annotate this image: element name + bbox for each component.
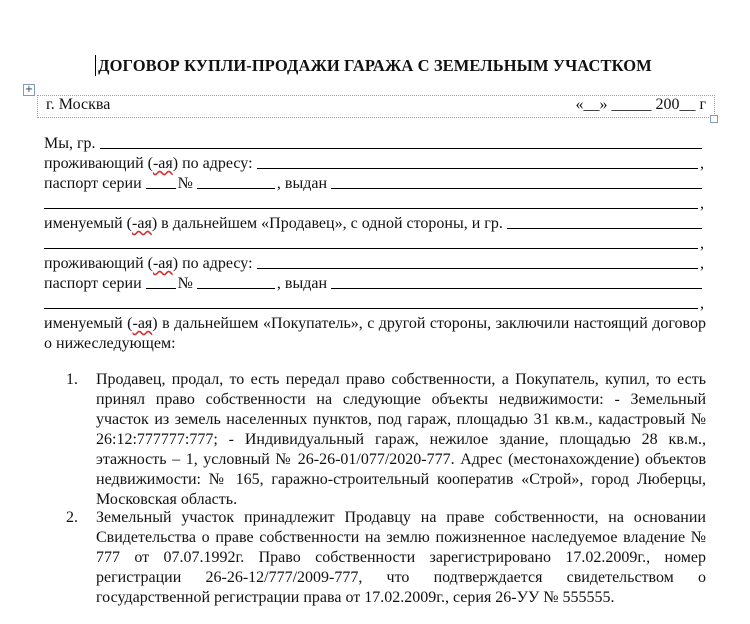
blank-line — [44, 207, 698, 209]
blank-line — [146, 287, 176, 289]
city: г. Москва — [46, 96, 111, 113]
seller-named-line: именуемый (-ая) в дальнейшем «Продавец», с одной стороны, и гр. — [44, 213, 704, 233]
date-field: «__» _____ 200__ г — [575, 96, 706, 113]
blank-line — [257, 267, 698, 269]
blank-line — [146, 187, 176, 189]
clause-text: Продавец, продал, то есть передал право собственности, а Покупатель, купил, то есть принял право собственности на следующие объекты недвижимости: - Земельный участок из земель населенных пунктов, под гараж, площадью 31 кв.м., кадастровый № 26:12:777777:777; - Индивидуальный гараж, нежилое здание, площадью 28 кв.м., этажность – 1, условный № 26-26-01/077/2020-777. Адрес (местонахождение) объектов недвижимости: № 165, гаражно-строительный кооператив «Строй», город Люберцы, Московская область. — [96, 371, 706, 508]
blank-line — [331, 287, 702, 289]
seller-address-line: проживающий (-ая) по адресу: , — [44, 155, 704, 172]
spellcheck-word: -ая — [132, 315, 153, 332]
seller-passport-line: паспорт серии № , выдан — [44, 173, 704, 193]
buyer-named-paragraph: именуемый (-ая) в дальнейшем «Покупатель», с другой стороны, заключили настоящий договор о нижеследующем: — [44, 315, 706, 352]
resize-table-icon[interactable] — [710, 115, 718, 123]
spellcheck-word: -ая — [132, 215, 152, 232]
city-date-table[interactable] — [37, 95, 715, 118]
blank-line — [331, 187, 702, 189]
buyer-blank-line: , — [44, 293, 704, 313]
spellcheck-word: -ая — [152, 255, 173, 272]
move-table-icon[interactable]: + — [24, 84, 34, 95]
blank-line — [257, 167, 698, 169]
buyer-address-line: проживающий (-ая) по адресу: , — [44, 255, 704, 272]
seller-name-line: Мы, гр. — [44, 133, 704, 153]
buyer-name-line: , — [44, 233, 704, 253]
blank-line — [44, 307, 698, 309]
blank-line — [100, 147, 702, 149]
blank-line — [44, 247, 698, 249]
clause-number: 1. — [66, 371, 78, 388]
spellcheck-word: -ая — [152, 155, 173, 172]
blank-line — [507, 227, 702, 229]
clause-text: Земельный участок принадлежит Продавцу на праве собственности, на основании Свидетельства о праве собственности на землю пожизненное наследуемое владение № 777 от 07.07.1992г. Право собственности зарегистрировано 17.02.2009г., номер регистрации 26-26-12/777/2009-777, что подтверждается свидетельством о государственной регистрации права от 17.02.2009г., серия 26-УУ № 555555. — [96, 509, 706, 606]
clause-number: 2. — [66, 509, 78, 526]
document-title: ДОГОВОР КУПЛИ-ПРОДАЖИ ГАРАЖА С ЗЕМЕЛЬНЫМ УЧАСТКОМ — [98, 56, 652, 75]
seller-blank-line: , — [44, 193, 704, 213]
blank-line — [197, 287, 275, 289]
text-cursor — [95, 55, 96, 76]
blank-line — [197, 187, 275, 189]
buyer-passport-line: паспорт серии № , выдан — [44, 273, 704, 293]
